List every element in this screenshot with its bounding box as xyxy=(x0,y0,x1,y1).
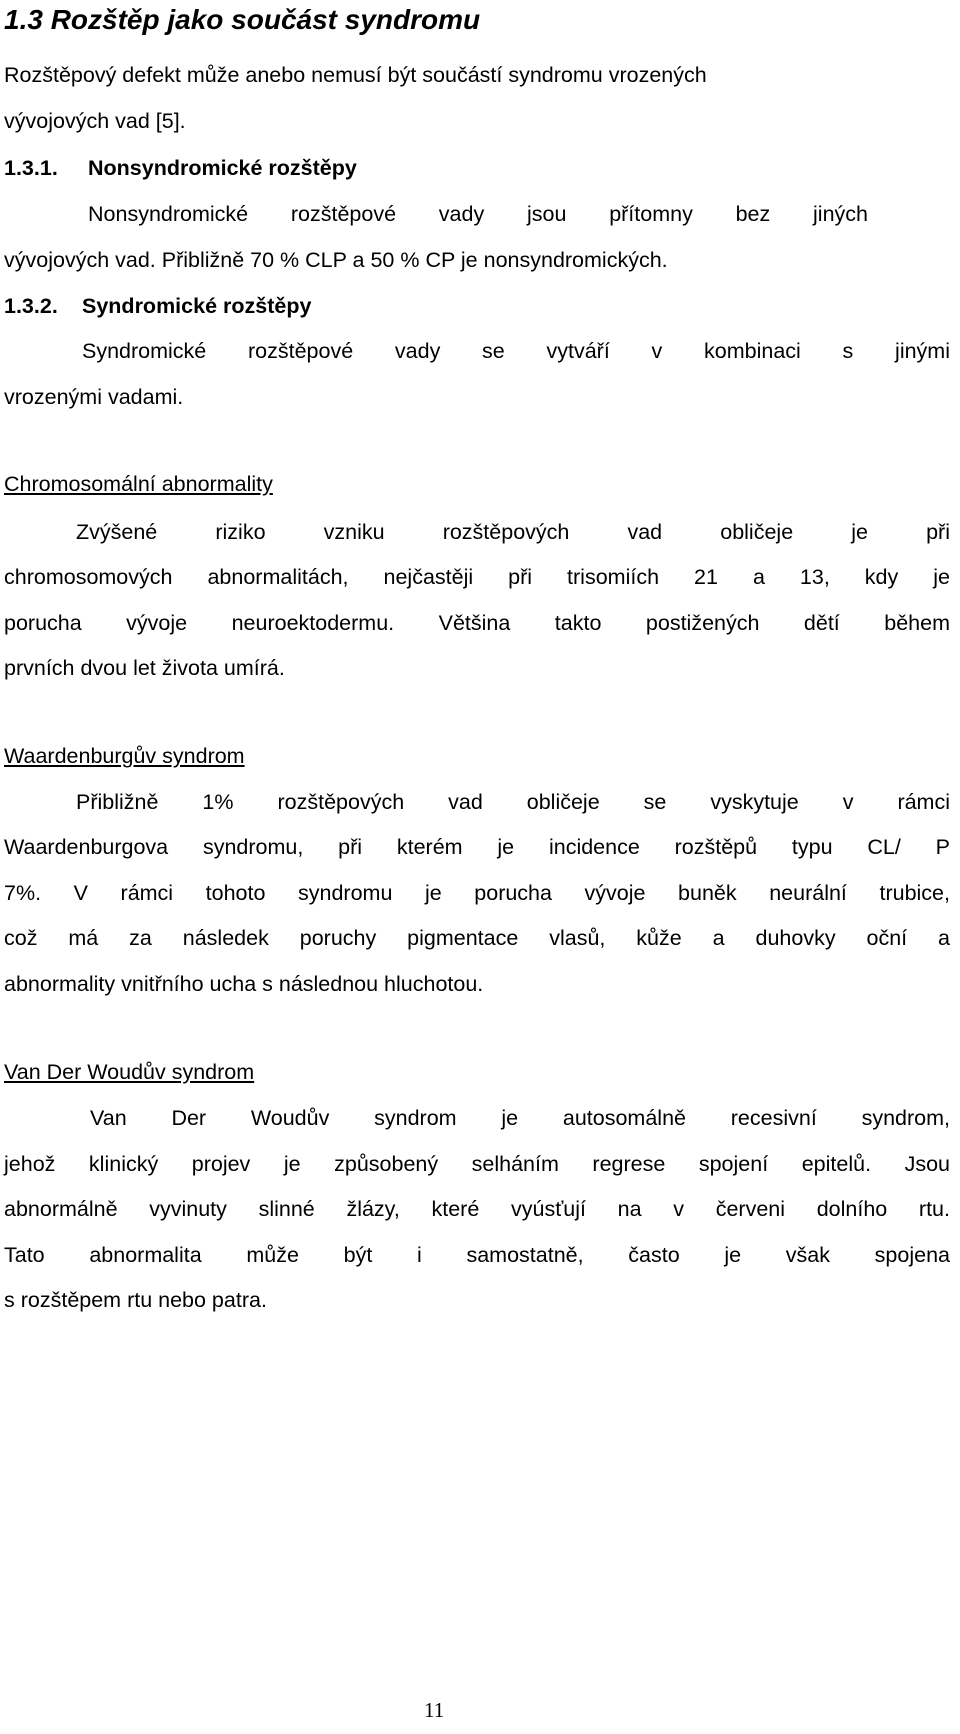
waardenburg-line-2: Waardenburgova syndromu, při kterém je incidence rozštěpů typu CL/ P xyxy=(4,835,950,859)
vanderwoude-line-3: abnormálně vyvinuty slinné žlázy, které vyúsťují na v červeni dolního rtu. xyxy=(4,1197,950,1221)
syndromic-line-2: vrozenými vadami. xyxy=(4,385,184,409)
vanderwoude-line-5: s rozštěpem rtu nebo patra. xyxy=(4,1288,267,1312)
chromosomal-line-4: prvních dvou let života umírá. xyxy=(4,656,285,680)
intro-line-2: vývojových vad [5]. xyxy=(4,109,186,133)
waardenburg-line-1: Přibližně 1% rozštěpových vad obličeje se vyskytuje v rámci xyxy=(76,790,950,814)
subsection-title-2: Syndromické rozštěpy xyxy=(82,294,312,318)
waardenburg-line-5: abnormality vnitřního ucha s následnou hluchotou. xyxy=(4,972,484,996)
subsection-number-1: 1.3.1. xyxy=(4,156,58,180)
waardenburg-line-3: 7%. V rámci tohoto syndromu je porucha vývoje buněk neurální trubice, xyxy=(4,881,950,905)
page-number: 11 xyxy=(424,1698,445,1722)
subsection-number-2: 1.3.2. xyxy=(4,294,58,318)
vanderwoude-line-2: jehož klinický projev je způsobený selháním regrese spojení epitelů. Jsou xyxy=(4,1152,950,1176)
section-heading: 1.3 Rozštěp jako součást syndromu xyxy=(4,4,481,35)
vanderwoude-line-4: Tato abnormalita může být i samostatně, často je však spojena xyxy=(4,1243,950,1267)
nonsyndromic-line-2: vývojových vad. Přibližně 70 % CLP a 50 % CP je nonsyndromických. xyxy=(4,248,668,272)
vanderwoude-line-1: Van Der Woudův syndrom je autosomálně recesivní syndrom, xyxy=(90,1106,950,1130)
intro-line-1: Rozštěpový defekt může anebo nemusí být součástí syndromu vrozených xyxy=(4,63,707,87)
chromosomal-line-2: chromosomových abnormalitách, nejčastěji při trisomiích 21 a 13, kdy je xyxy=(4,565,950,589)
chromosomal-line-1: Zvýšené riziko vzniku rozštěpových vad obličeje je při xyxy=(76,520,950,544)
subsection-title-1: Nonsyndromické rozštěpy xyxy=(88,156,357,180)
syndromic-line-1: Syndromické rozštěpové vady se vytváří v kombinaci s jinými xyxy=(82,339,950,363)
waardenburg-line-4: což má za následek poruchy pigmentace vlasů, kůže a duhovky oční a xyxy=(4,926,950,950)
vanderwoude-title: Van Der Woudův syndrom xyxy=(4,1060,255,1084)
nonsyndromic-line-1: Nonsyndromické rozštěpové vady jsou přítomny bez jiných xyxy=(88,202,868,226)
waardenburg-title: Waardenburgův syndrom xyxy=(4,744,245,768)
chromosomal-title: Chromosomální abnormality xyxy=(4,472,273,496)
chromosomal-line-3: porucha vývoje neuroektodermu. Většina takto postižených dětí během xyxy=(4,611,950,635)
